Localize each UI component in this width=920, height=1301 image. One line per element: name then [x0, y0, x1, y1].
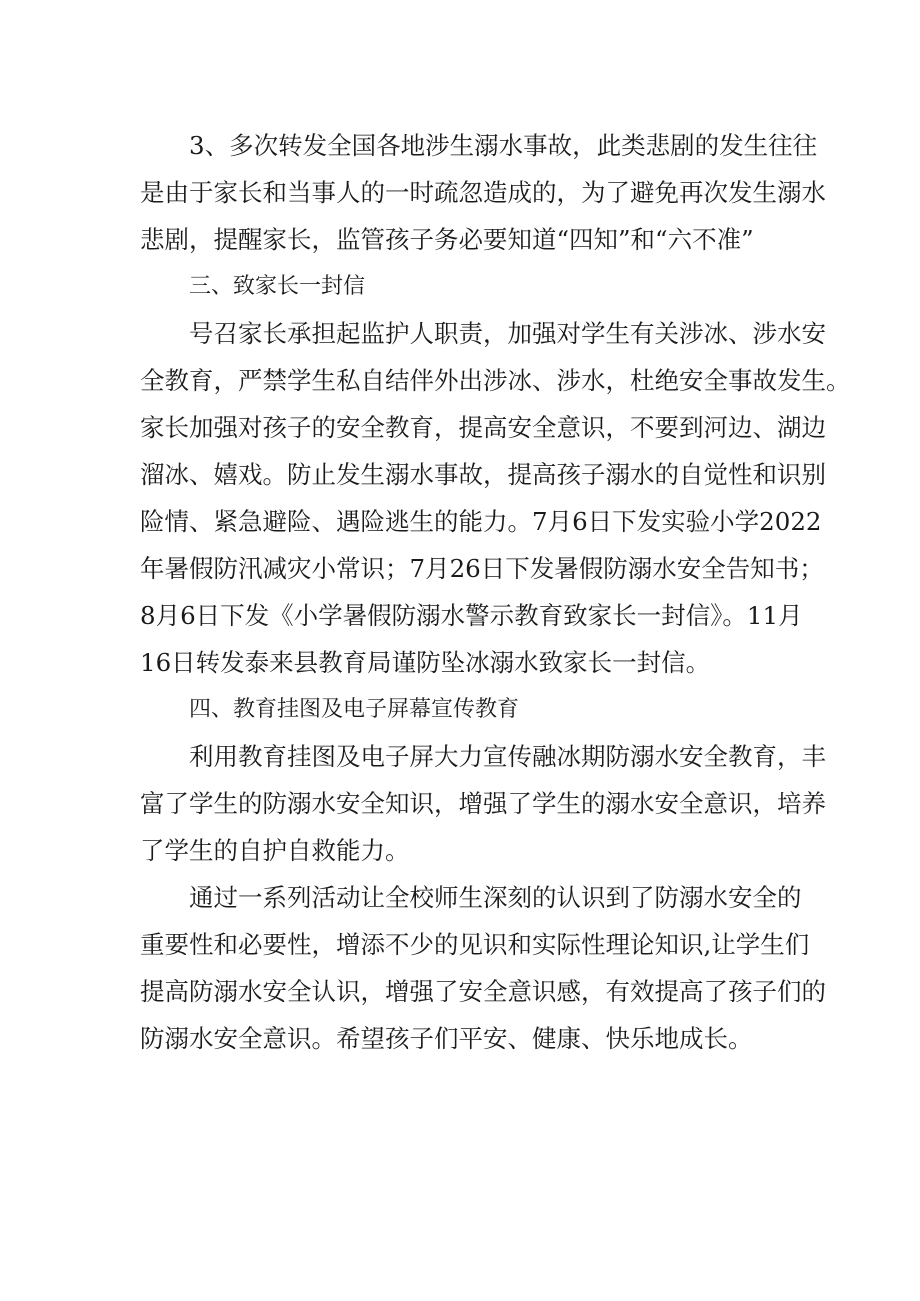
text-line: 险情、紧急避险、遇险逃生的能力。7月6日下发实验小学2022	[140, 507, 822, 536]
text-line: 全教育，严禁学生私自结伴外出涉冰、涉水，杜绝安全事故发生。	[140, 366, 851, 395]
text-line: 了学生的自护自救能力。	[140, 836, 410, 865]
paragraph-conclusion	[140, 874, 826, 1062]
text-line: 富了学生的防溺水安全知识，增强了学生的溺水安全意识，培养	[140, 789, 826, 818]
text-line: 号召家长承担起监护人职责，加强对学生有关涉冰、涉水安	[189, 319, 826, 348]
text-line: 是由于家长和当事人的一时疏忽造成的，为了避免再次发生溺水	[140, 178, 826, 207]
text-line: 年暑假防汛减灾小常识；7月26日下发暑假防溺水安全告知书；	[140, 554, 824, 583]
text-line: 提高防溺水安全认识，增强了安全意识感，有效提高了孩子们的	[140, 977, 826, 1006]
text-line: 利用教育挂图及电子屏大力宣传融冰期防溺水安全教育，丰	[189, 742, 826, 771]
text-line: 重要性和必要性，增添不少的见识和实际性理论知识,让学生们	[140, 930, 810, 959]
text-line: 溜冰、嬉戏。防止发生溺水事故，提高孩子溺水的自觉性和识别	[140, 460, 826, 489]
text-line: 通过一系列活动让全校师生深刻的认识到了防溺水安全的	[189, 883, 802, 912]
section-heading-parent-letter: 三、致家长一封信	[189, 274, 366, 299]
text-line: 8月6日下发《小学暑假防溺水警示教育致家长一封信》。11月	[140, 601, 803, 630]
section-heading-posters-screens: 四、教育挂图及电子屏幕宣传教育	[189, 697, 520, 722]
text-line: 3、多次转发全国各地涉生溺水事故，此类悲剧的发生往往	[189, 131, 818, 160]
text-line: 悲剧，提醒家长，监管孩子务必要知道“四知”和“六不准”	[140, 225, 754, 254]
document-body	[140, 122, 851, 1062]
text-line: 家长加强对孩子的安全教育，提高安全意识，不要到河边、湖边	[140, 413, 826, 442]
paragraph-drowning-incidents	[140, 122, 826, 263]
paragraph-parent-letter	[140, 310, 851, 686]
text-line: 16日转发泰来县教育局谨防坠冰溺水致家长一封信。	[140, 648, 711, 677]
text-line: 防溺水安全意识。希望孩子们平安、健康、快乐地成长。	[140, 1024, 753, 1053]
paragraph-posters-screens	[140, 733, 826, 874]
